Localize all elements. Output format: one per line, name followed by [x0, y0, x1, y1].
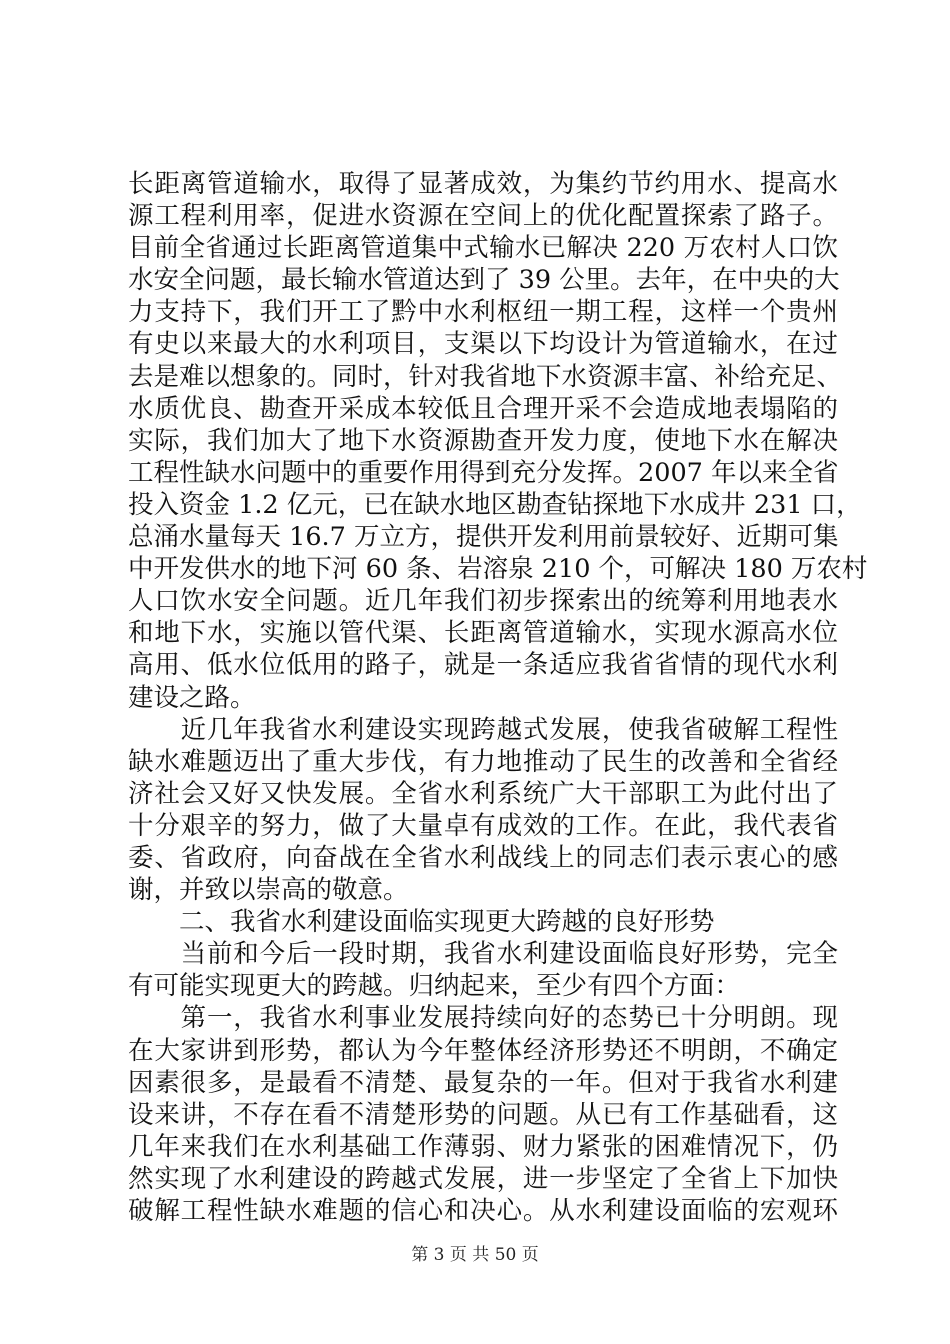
text-line: 当前和今后一段时期，我省水利建设面临良好形势，完全 [128, 939, 838, 970]
text-line: 人口饮水安全问题。近几年我们初步探索出的统筹利用地表水 [128, 586, 838, 617]
text-line: 实际，我们加大了地下水资源勘查开发力度，使地下水在解决 [128, 425, 838, 456]
text-line: 和地下水，实施以管代渠、长距离管道输水，实现水源高水位 [128, 618, 838, 649]
text-line: 缺水难题迈出了重大步伐，有力地推动了民生的改善和全省经 [128, 746, 838, 777]
text-line: 十分艰辛的努力，做了大量卓有成效的工作。在此，我代表省 [128, 810, 838, 841]
text-line: 源工程利用率，促进水资源在空间上的优化配置探索了路子。 [128, 201, 838, 232]
text-line: 因素很多，是最看不清楚、最复杂的一年。但对于我省水利建 [128, 1067, 838, 1098]
text-line: 几年来我们在水利基础工作薄弱、财力紧张的困难情况下，仍 [128, 1131, 838, 1162]
text-line: 去是难以想象的。同时，针对我省地下水资源丰富、补给充足、 [128, 361, 843, 392]
text-line: 建设之路。 [128, 682, 256, 713]
text-line: 然实现了水利建设的跨越式发展，进一步坚定了全省上下加快 [128, 1163, 838, 1194]
text-line: 力支持下，我们开工了黔中水利枢纽一期工程，这样一个贵州 [128, 297, 838, 328]
text-line: 谢，并致以崇高的敬意。 [128, 875, 409, 906]
text-line: 济社会又好又快发展。全省水利系统广大干部职工为此付出了 [128, 778, 838, 809]
text-line: 总涌水量每天 16.7 万立方，提供开发利用前景较好、近期可集 [128, 522, 839, 553]
text-line: 有史以来最大的水利项目，支渠以下均设计为管道输水，在过 [128, 329, 838, 360]
text-line: 中开发供水的地下河 60 条、岩溶泉 210 个，可解决 180 万农村 [128, 554, 868, 585]
text-line: 水质优良、勘查开采成本较低且合理开采不会造成地表塌陷的 [128, 393, 838, 424]
text-line: 在大家讲到形势，都认为今年整体经济形势还不明朗，不确定 [128, 1035, 838, 1066]
page-footer: 第 3 页 共 50 页 [411, 1245, 539, 1265]
text-line: 近几年我省水利建设实现跨越式发展，使我省破解工程性 [128, 714, 838, 745]
text-line: 委、省政府，向奋战在全省水利战线上的同志们表示衷心的感 [128, 842, 838, 873]
text-line: 第一，我省水利事业发展持续向好的态势已十分明朗。现 [128, 1003, 838, 1034]
text-line: 设来讲，不存在看不清楚形势的问题。从已有工作基础看，这 [128, 1099, 838, 1130]
text-line: 高用、低水位低用的路子，就是一条适应我省省情的现代水利 [128, 650, 838, 681]
text-line: 工程性缺水问题中的重要作用得到充分发挥。2007 年以来全省 [128, 457, 839, 488]
text-line: 投入资金 1.2 亿元，已在缺水地区勘查钻探地下水成井 231 口， [128, 489, 862, 520]
text-line: 破解工程性缺水难题的信心和决心。从水利建设面临的宏观环 [128, 1196, 838, 1226]
text-line: 目前全省通过长距离管道集中式输水已解决 220 万农村人口饮 [128, 233, 838, 264]
text-line: 长距离管道输水，取得了显著成效，为集约节约用水、提高水 [128, 169, 838, 199]
text-line: 二、我省水利建设面临实现更大跨越的良好形势 [128, 907, 715, 938]
text-line: 水安全问题，最长输水管道达到了 39 公里。去年，在中央的大 [128, 265, 840, 296]
body-text [128, 168, 868, 1227]
text-line: 有可能实现更大的跨越。归纳起来，至少有四个方面： [128, 971, 741, 1002]
